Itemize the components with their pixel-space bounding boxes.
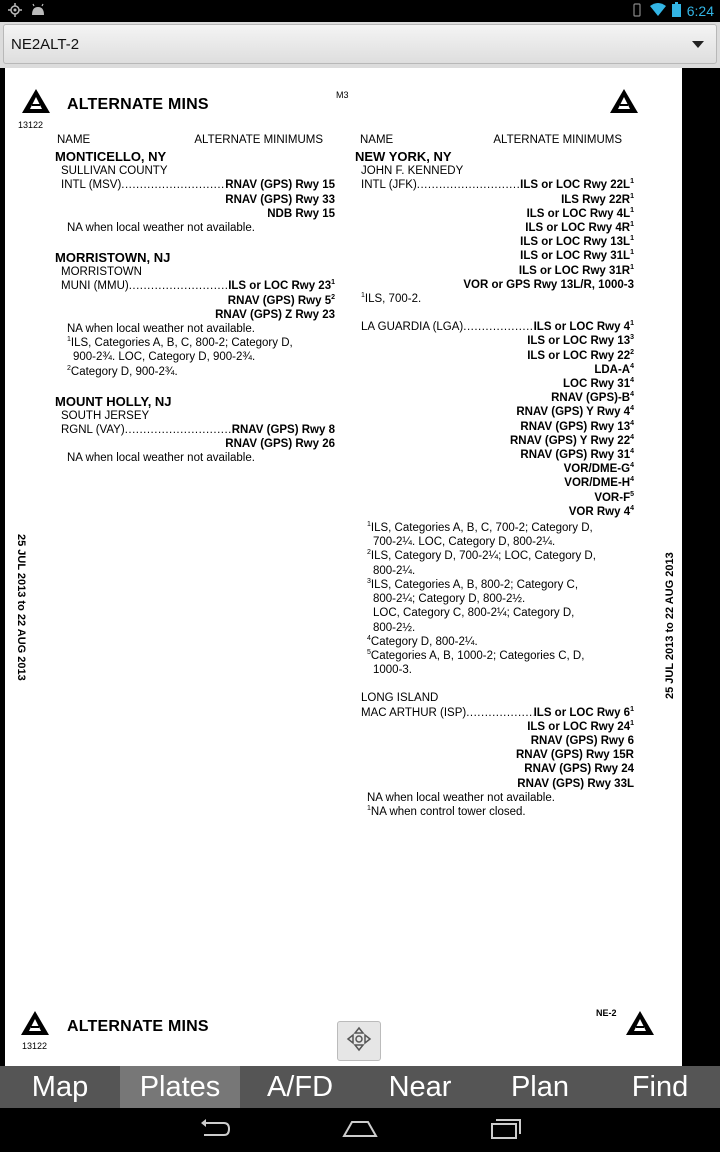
tab-near[interactable]: Near — [388, 1070, 452, 1103]
airport-row: LA GUARDIA (LGA) ..... ILS or LOC Rwy $4^1$ — [355, 320, 634, 334]
plate-code-bottom: 13122 — [22, 1041, 48, 1051]
right-column — [355, 133, 634, 819]
city-heading: MOUNT HOLLY, NJ — [55, 393, 172, 409]
note: NA when local weather not available. — [67, 323, 255, 336]
plate-page — [5, 68, 682, 1066]
footnote: $^2$ILS, Category D, 700-2¼; LOC, Category D, 800-2¼. — [367, 549, 596, 577]
procedure: ILS or LOC Rwy $13L^1$ — [520, 235, 634, 249]
city-heading: MONTICELLO, NY — [55, 149, 167, 165]
airport-name: SOUTH JERSEY — [61, 409, 150, 422]
pan-move-button[interactable] — [337, 1021, 381, 1061]
note: NA when local weather not available. — [67, 222, 255, 235]
home-icon[interactable] — [342, 1118, 378, 1145]
plate-code-top: 13122 — [18, 120, 44, 130]
system-navigation-bar — [0, 1108, 720, 1152]
recent-apps-icon[interactable] — [490, 1118, 522, 1145]
procedure: RNAV (GPS) Rwy $13^4$ — [520, 419, 634, 433]
procedure: RNAV (GPS) Z Rwy 23 — [215, 308, 335, 321]
page-title-bottom: ALTERNATE MINS — [67, 1018, 209, 1035]
airport-name: SULLIVAN COUNTY — [61, 165, 168, 178]
procedure: ILS or LOC Rwy $31L^1$ — [520, 249, 634, 263]
procedure: RNAV (GPS) Y Rwy $4^4$ — [516, 405, 634, 419]
wifi-icon — [650, 3, 666, 19]
chart-selector-bar — [0, 22, 720, 68]
procedure: ILS or LOC Rwy $4L^1$ — [526, 206, 634, 220]
footnote: $^2$Category D, 900-2¾. — [67, 364, 178, 378]
procedure: RNAV (GPS) Rwy 15R — [515, 749, 634, 762]
effective-dates-left: 25 JUL 2013 to 22 AUG 2013 — [15, 534, 27, 681]
plate-viewer[interactable] — [0, 68, 720, 1066]
procedure: RNAV $(GPS)-B^4$ — [551, 391, 634, 405]
procedure: VOR or GPS Rwy 13L/R, 1000-3 — [463, 278, 634, 291]
procedure: RNAV (GPS) Rwy 6 — [530, 734, 634, 747]
tab-plates[interactable]: Plates — [120, 1066, 240, 1108]
footnote: $^4$Category D, 800-2¼. — [367, 634, 478, 648]
footnote: $^1$ILS, 700-2. — [361, 292, 422, 306]
gps-icon — [8, 3, 22, 22]
procedure: RNAV (GPS) Rwy 24 — [524, 763, 634, 776]
procedure: ILS or LOC Rwy $4R^1$ — [525, 221, 634, 235]
move-arrows-icon — [345, 1025, 373, 1058]
procedure: VOR Rwy $4^4$ — [568, 505, 634, 518]
tab-find[interactable]: Find — [631, 1070, 689, 1103]
procedure: NDB Rwy 15 — [267, 207, 335, 220]
status-bar — [0, 0, 720, 22]
clock: 6:24 — [686, 3, 714, 19]
footnote: $^1$NA when control tower closed. — [367, 805, 526, 818]
procedure: ILS or LOC Rwy $24^1$ — [527, 719, 634, 733]
column-header: NAME ALTERNATE MINIMUMS — [360, 134, 622, 146]
page-title-top: ALTERNATE MINS — [67, 96, 209, 113]
procedure: ILS or LOC Rwy $13^3$ — [527, 334, 634, 348]
footnote: $^1$ILS, Categories A, B, C, 700-2; Category D, 700-2¼. LOC, Category D, 800-2¼. — [367, 521, 593, 549]
procedure: RNAV (GPS) Rwy $5^2$ — [227, 293, 335, 307]
bottom-tab-bar — [0, 1066, 720, 1108]
tab-map[interactable]: Map — [31, 1070, 89, 1103]
battery-icon — [672, 2, 681, 20]
city-heading: NEW YORK, NY — [355, 149, 452, 165]
airport-name: JOHN F. KENNEDY — [361, 165, 464, 178]
column-header: NAME ALTERNATE MINIMUMS — [57, 134, 323, 146]
footnote: $^5$Categories A, B, 1000-2; Categories C, D, 1000-3. — [367, 649, 585, 677]
tab-afd[interactable]: A/FD — [266, 1070, 334, 1103]
procedure: ILS or LOC Rwy $31R^1$ — [518, 263, 634, 277]
procedure: VOR-$F^5$ — [594, 490, 634, 504]
procedure: RNAV (GPS) Rwy 26 — [225, 438, 335, 451]
chart-select-dropdown[interactable] — [3, 24, 717, 64]
city-heading: MORRISTOWN, NJ — [55, 250, 171, 266]
airport-row: MAC ARTHUR (ISP) ..... ILS or LOC Rwy $6^1$ — [355, 706, 634, 720]
procedure: ILS Rwy $22R^1$ — [561, 192, 634, 206]
faa-logo-icon — [21, 88, 51, 114]
note: NA when local weather not available. — [367, 791, 555, 804]
page-marker-top: M3 — [336, 90, 349, 100]
tab-plan[interactable]: Plan — [510, 1070, 570, 1103]
procedure: RNAV (GPS) Rwy 33L — [517, 777, 634, 790]
procedure: LOC Rwy $31^4$ — [562, 377, 634, 391]
airport-row: INTL (MSV) ..... RNAV (GPS) Rwy 15 — [55, 178, 335, 192]
airport-row: INTL (JFK) ..... ILS or LOC Rwy $22L^1$ — [355, 178, 634, 192]
procedure: RNAV (GPS) Y Rwy $22^4$ — [509, 434, 634, 447]
effective-dates-right: 25 JUL 2013 to 22 AUG 2013 — [664, 552, 676, 699]
procedure: RNAV (GPS) Rwy $31^4$ — [520, 448, 634, 462]
procedure: VOR/$DME-G^4$ — [563, 462, 634, 476]
back-icon[interactable] — [198, 1118, 232, 1145]
procedure: VOR/$DME-H^4$ — [564, 476, 634, 490]
faa-logo-icon — [625, 1010, 655, 1036]
chevron-down-icon — [692, 41, 704, 48]
note: NA when local weather not available. — [67, 452, 255, 465]
footnote: $^3$ILS, Categories A, B, 800-2; Category C, 800-2¼; Category D, 800-2½. LOC, Category C, 800-2¼; Category D, 800-2½. — [367, 578, 579, 634]
procedure: LDA-$A^4$ — [594, 363, 634, 376]
faa-logo-icon — [609, 88, 639, 114]
footnote: $^1$ILS, Categories A, B, C, 800-2; Category D, 900-2¾. LOC, Category D, 900-2¾. — [67, 336, 293, 364]
page-marker-bottom: NE-2 — [596, 1008, 617, 1018]
airport-row: MUNI (MMU) ..... ILS or LOC Rwy $23^1$ — [55, 279, 335, 293]
left-column — [55, 133, 335, 466]
airport-row: RGNL (VAY) ..... RNAV (GPS) Rwy 8 — [55, 423, 335, 437]
chart-select-value: NE2ALT-2 — [11, 36, 80, 53]
rotation-icon — [630, 3, 644, 20]
android-debug-icon — [30, 3, 46, 22]
procedure: ILS or LOC Rwy $22^2$ — [527, 348, 634, 362]
faa-logo-icon — [20, 1010, 50, 1036]
airport-name: MORRISTOWN — [61, 266, 142, 279]
procedure: RNAV (GPS) Rwy 33 — [225, 193, 335, 206]
airport-name: LONG ISLAND — [361, 692, 439, 705]
